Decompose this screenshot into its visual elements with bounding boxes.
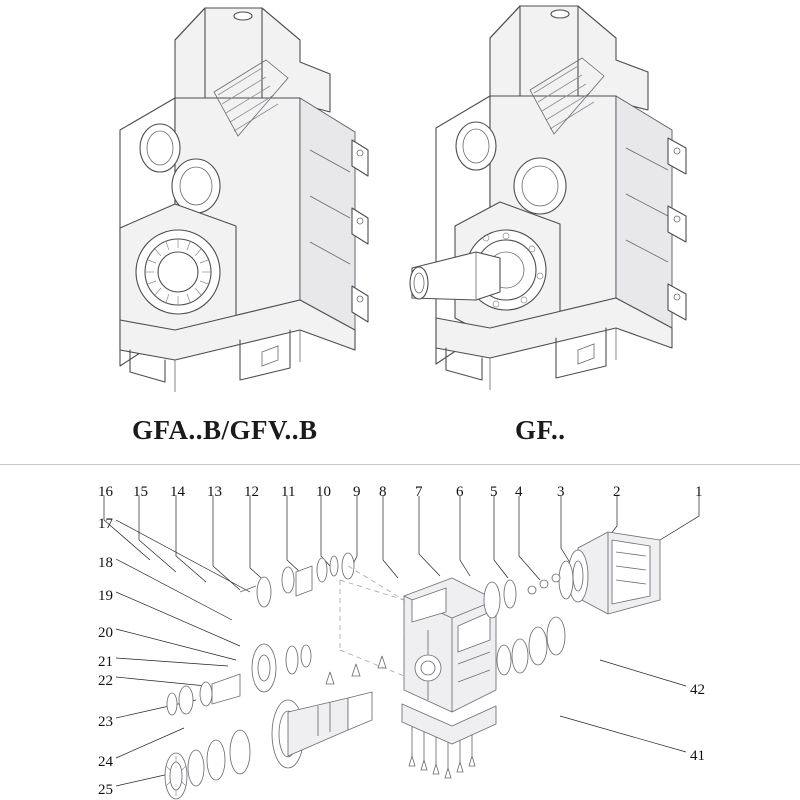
callout-42: 42 [690,682,705,698]
callout-12: 12 [244,484,259,500]
gearbox-gfab-drawing [120,8,368,392]
callout-9: 9 [353,484,361,500]
callout-18: 18 [98,555,113,571]
callout-4: 4 [515,484,523,500]
callout-22: 22 [98,673,113,689]
callout-2: 2 [613,484,621,500]
section-divider [0,464,800,465]
callout-19: 19 [98,588,113,604]
callout-11: 11 [281,484,296,500]
callout-16: 16 [98,484,113,500]
callout-6: 6 [456,484,464,500]
callout-13: 13 [207,484,222,500]
caption-gfab-gfvb: GFA..B/GFV..B [132,415,318,445]
callout-7: 7 [415,484,423,500]
callout-20: 20 [98,625,113,641]
callout-5: 5 [490,484,498,500]
gearbox-gf-drawing [410,6,686,390]
callout-41: 41 [690,748,705,764]
callout-23: 23 [98,714,113,730]
callout-3: 3 [557,484,565,500]
callout-14: 14 [170,484,185,500]
callout-24: 24 [98,754,113,770]
callout-17: 17 [98,516,113,532]
exploded-assembly-drawing [104,496,699,799]
callout-10: 10 [316,484,331,500]
callout-25: 25 [98,782,113,798]
callout-21: 21 [98,654,113,670]
callout-1: 1 [695,484,703,500]
caption-gf: GF.. [515,415,566,445]
callout-15: 15 [133,484,148,500]
callout-8: 8 [379,484,387,500]
